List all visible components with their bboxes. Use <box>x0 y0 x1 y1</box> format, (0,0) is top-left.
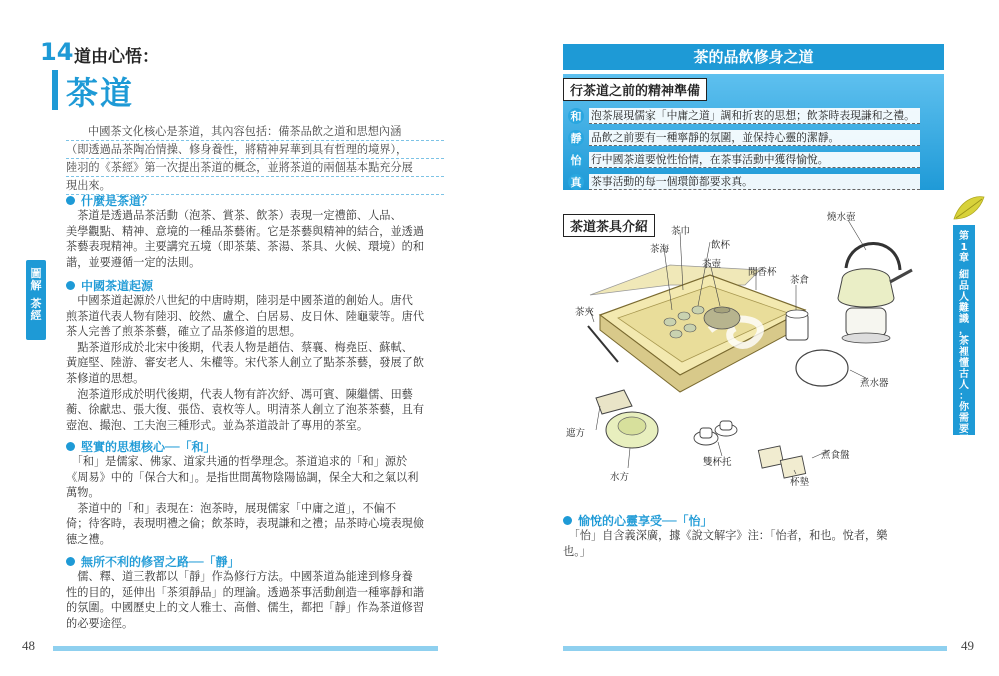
body-line: 中國茶道起源於八世紀的中唐時期，陸羽是中國茶道的創始人。唐代 <box>66 294 413 307</box>
body-line: 茶人完善了煎茶茶藝，確立了品茶修道的思想。 <box>66 325 301 339</box>
side-tab-char: 古 <box>959 369 969 380</box>
intro-line: 現出來。 <box>66 178 444 195</box>
body-line: 「怡」自含義深廣，據《說文解字》注：「怡者，和也。悅者，樂 <box>563 529 888 542</box>
side-tab-char: 圖 <box>30 267 42 280</box>
footer-rule-right <box>563 646 947 651</box>
tea-caddy <box>786 310 808 340</box>
tea-set-illustration <box>560 210 950 510</box>
body-line: 的氛圍。中國歷史上的文人雅士、高僧、儒生，都把「靜」作為茶道修習 <box>66 601 425 615</box>
tools-label: 茶道茶具介紹 <box>563 214 655 237</box>
side-tab-char: 識 <box>959 314 969 325</box>
footer-rule-left <box>53 646 438 651</box>
prep-item <box>568 172 920 192</box>
label-snack-plate: 煮食盤 <box>821 450 850 461</box>
body-line: 的必要途徑。 <box>66 616 134 630</box>
body-line: 煎茶道代表人物有陸羽、皎然、盧仝、白居易、皮日休、陸龜蒙等。唐代 <box>66 309 425 323</box>
label-coaster: 杯墊 <box>790 477 810 488</box>
side-tab-char: 第 <box>959 231 969 242</box>
side-tab-char: 要 <box>959 424 969 435</box>
side-tab-char: 了 <box>959 435 969 446</box>
leaf-icon <box>952 193 986 223</box>
bullet-dot-icon <box>563 516 572 525</box>
body-line: 茶道是透過品茶活動（泡茶、賞茶、飲茶）表現一定禮節、人品、 <box>66 209 402 222</box>
side-tab-char: 細 <box>959 270 969 281</box>
intro-line: 中國茶文化核心是茶道，其內容包括：備茶品飲之道和思想內涵 <box>66 124 444 141</box>
body-line: 儒、釋、道三教都以「靜」作為修行方法。中國茶道為能達到修身養 <box>66 570 413 583</box>
label-drinking-cup: 飲杯 <box>711 240 731 251</box>
side-tab-chapter <box>953 225 975 468</box>
body-line: 德之禮。 <box>66 532 111 546</box>
bullet-dot-icon <box>66 196 75 205</box>
section-harmony <box>66 438 444 548</box>
intro-line: （即透過品茶陶冶情操、修身養性，將精神昇華到具有哲理的境界）， <box>66 142 444 159</box>
cup-saucers <box>694 421 737 445</box>
label-double-saucer: 雙杯托 <box>703 457 732 468</box>
section-stillness <box>66 553 444 631</box>
prep-key-badge: 怡 <box>568 152 584 168</box>
label-tea-cloth: 茶巾 <box>671 226 691 237</box>
intro-paragraph <box>66 124 444 196</box>
side-tab-char: ： <box>959 391 969 402</box>
body-line: 也。」 <box>563 544 591 558</box>
body-line: 萬物。 <box>66 486 100 500</box>
side-tab-char: 1 <box>960 242 968 253</box>
bullet-dot-icon <box>66 442 75 451</box>
side-tab-char: 解 <box>959 446 969 457</box>
body-line: 「和」是儒家、佛家、道家共通的哲學理念。茶道追求的「和」源於 <box>66 455 408 468</box>
side-tab-char: 人 <box>959 292 969 303</box>
side-tab-char: 品 <box>959 281 969 292</box>
section-heading: 堅實的思想核心──「和」 <box>66 438 444 454</box>
kettle-group <box>838 243 912 343</box>
side-tab-char: 你 <box>959 402 969 413</box>
prep-key-badge: 和 <box>568 108 584 124</box>
prep-text: 品飲之前要有一種寧靜的氛圍，並保持心靈的潔靜。 <box>589 130 920 146</box>
label-teapot: 茶壺 <box>702 259 722 270</box>
label-water-bowl: 水方 <box>610 472 630 483</box>
chapter-number: 14 <box>40 38 74 66</box>
body-line: 茶藝表現精神。主要講究五境（即茶葉、茶湯、茶具、火候、環境）的和 <box>66 240 425 254</box>
side-tab-char: 的 <box>959 457 969 468</box>
body-line: 點茶道形成於北宋中後期，代表人物是趙佶、蔡襄、梅堯臣、蘇軾、 <box>66 340 413 354</box>
title-accent-bar <box>52 70 58 110</box>
prep-key-badge: 靜 <box>568 130 584 146</box>
page-title: 茶道 <box>66 74 135 112</box>
water-bowl <box>606 412 658 448</box>
page-number-left: 48 <box>22 638 35 653</box>
body-line: 泡茶道形成於明代後期，代表人物有許次紓、馮可賓、陳繼儒、田藝 <box>66 387 413 401</box>
section-heading: 中國茶道起源 <box>66 277 444 293</box>
body-line: 性的目的，延伸出「茶須靜品」的理論。透過茶事活動創造一種寧靜和諧 <box>66 585 425 599</box>
label-water-boiler: 煮水器 <box>860 378 889 389</box>
side-tab-char: 茶 <box>959 336 969 347</box>
side-tab-char: 難 <box>959 303 969 314</box>
prep-item <box>568 128 920 148</box>
body-line: 黃庭堅、陸游、審安老人、朱權等。宋代茶人創立了點茶茶藝，發展了飲 <box>66 356 425 370</box>
page-number-right: 49 <box>961 638 974 653</box>
prep-text: 茶事活動的每一個環節都要求真。 <box>589 174 920 190</box>
body-line: 《周易》中的「保合大和」。是指世間萬物陰陽協調，保全大和之氣以利 <box>66 470 419 484</box>
bullet-dot-icon <box>66 281 75 290</box>
prep-key-badge: 真 <box>568 174 584 190</box>
chapter-heading: 道由心悟： <box>74 47 159 67</box>
label-cover-dish: 遮方 <box>566 428 586 439</box>
body-line: 茶道中的「和」表現在：泡茶時，展現儒家「中庸之道」，不偏不 <box>66 501 397 515</box>
side-tab-char: 章 <box>959 253 969 264</box>
label-kettle: 燒水壺 <box>827 212 856 223</box>
side-tab-char: 裡 <box>959 347 969 358</box>
bullet-dot-icon <box>66 557 75 566</box>
side-tab-char: ， <box>959 325 969 336</box>
section-heading: 什麼是茶道？ <box>66 192 444 208</box>
section-origin <box>66 277 444 433</box>
right-page-header: 茶的品飲修身之道 <box>563 44 944 70</box>
side-tab-book <box>26 260 46 340</box>
prep-label: 行茶道之前的精神準備 <box>563 78 707 101</box>
label-aroma-cup: 聞香杯 <box>748 267 777 278</box>
intro-line: 陸羽的《茶經》第一次提出茶道的概念，並將茶道的兩個基本點充分展 <box>66 160 444 177</box>
prep-item <box>568 150 920 170</box>
side-tab-char: 懂 <box>959 358 969 369</box>
cover-dish <box>596 390 632 414</box>
body-line: 壺泡、撮泡、工夫泡三種形式。並為茶道設計了專用的茶室。 <box>66 418 369 432</box>
prep-item <box>568 106 920 126</box>
label-tea-tongs: 茶夾 <box>575 307 595 318</box>
prep-text: 泡茶展現儒家「中庸之道」調和折衷的思想；飲茶時表現謙和之禮。 <box>589 108 920 124</box>
prep-list <box>568 106 920 194</box>
body-line: 倚；待客時，表現明禮之倫；飲茶時，表現謙和之禮；品茶時心境表現儉 <box>66 517 425 531</box>
body-line: 美學觀點、精神、意境的一種品茶藝術。它是茶藝與精神的結合，並透過 <box>66 224 425 238</box>
tray-teapot <box>704 307 740 329</box>
side-tab-char: 茶 <box>30 297 42 310</box>
side-tab-char: 人 <box>959 380 969 391</box>
body-line: 諧，並要遵循一定的法則。 <box>66 255 201 269</box>
label-tea-pitcher: 茶海 <box>650 244 670 255</box>
body-line: 茶修道的思想。 <box>66 371 145 385</box>
side-tab-char: 解 <box>30 279 42 292</box>
plate <box>796 350 848 386</box>
section-what-is-tea-ceremony <box>66 192 444 270</box>
body-line: 蘅、徐獻忠、張大復、張岱、袁枚等人。明清茶人創立了泡茶茶藝，且有 <box>66 403 425 417</box>
prep-text: 行中國茶道要悅性怡情，在茶事活動中獲得愉悅。 <box>589 152 920 168</box>
label-tea-caddy: 茶倉 <box>790 275 810 286</box>
section-heading-joy: 愉悅的心靈享受──「怡」 <box>563 512 712 528</box>
section-heading: 無所不利的修習之路──「靜」 <box>66 553 444 569</box>
section-joy-body <box>563 528 943 559</box>
side-tab-char: 經 <box>30 309 42 322</box>
side-tab-char: 需 <box>959 413 969 424</box>
